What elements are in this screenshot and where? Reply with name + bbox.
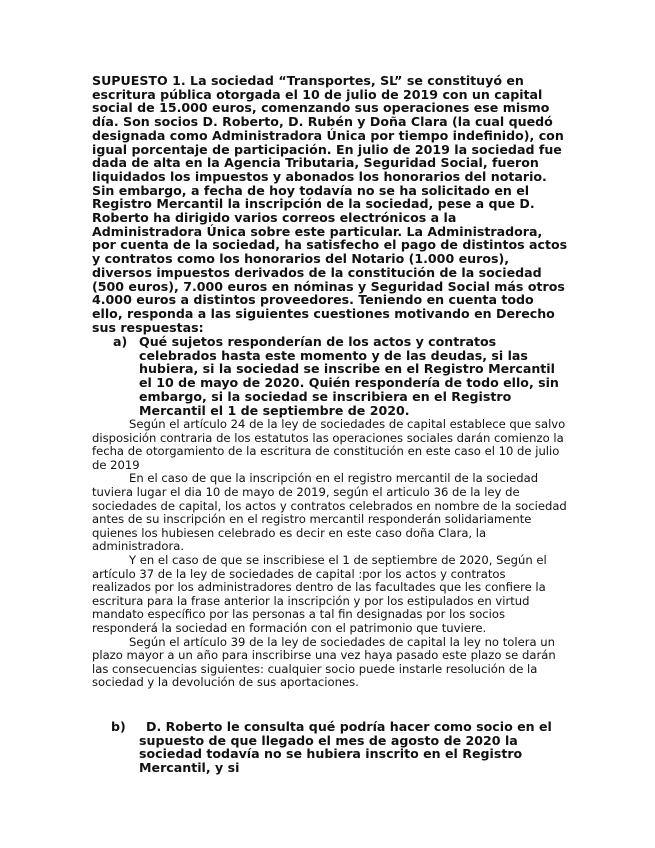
case-statement: SUPUESTO 1. La sociedad “Transportes, SL” se constituyó en escritura pública otorgada el 10 de julio de 2019 con un capital social de 15.000 euros, comenzando sus operaciones ese mismo día. Son socios D. Roberto, D. Rubén y Doña Clara (la cual quedó designada como Administradora Única por tiempo indefinido), con igual porcentaje de participación. En julio de 2019 la sociedad fue dada de alta en la Agencia Tributaria, Seguridad Social, fueron liquidados los impuestos y abonados los honorarios del notario. Sin embargo, a fecha de hoy todavía no se ha solicitado en el Registro Mercantil la inscripción de la sociedad, pese a que D. Roberto ha dirigido varios correos electrónicos a la Administradora Única sobre este particular. La Administradora, por cuenta de la sociedad, ha satisfecho el pago de distintos actos y contratos como los honorarios del Notario (1.000 euros), diversos impuestos derivados de la constitución de la sociedad (500 euros), 7.000 euros en nóminas y Seguridad Social más otros 4.000 euros a distintos proveedores. Teniendo en cuenta todo ello, responda a las siguientes cuestiones motivando en Derecho sus respuestas: (92, 73, 568, 335)
question-b-text: D. Roberto le consulta qué podría hacer como socio en el supuesto de que llegado el mes de agosto de 2020 la sociedad todavía no se hubiera inscrito en el Registro Mercantil, y si (139, 719, 552, 776)
question-b-marker: b) (111, 719, 126, 734)
question-a-text: Qué sujetos responderían de los actos y contratos celebrados hasta este momento y de las deudas, si las hubiera, si la sociedad se inscribe en el Registro Mercantil el 10 de mayo de 2020. Quién respondería de todo ello, sin embargo, si la sociedad se inscribiera en el Registro Mercantil el 1 de septiembre de 2020. (139, 334, 559, 418)
question-a-marker: a) (113, 334, 128, 349)
answer-a-paragraph-4: Según el artículo 39 de la ley de sociedades de capital la ley no tolera un plazo mayor a un año para inscribirse una vez haya pasado este plazo se darán las consecuencias siguientes: cualquier socio puede instarle resolución de la sociedad y la devolución de sus aportaciones. (92, 634, 556, 690)
answer-a (92, 418, 568, 690)
answer-a-paragraph-2: En el caso de que la inscripción en el registro mercantil de la sociedad tuviera lugar el dia 10 de mayo de 2019, según el articulo 36 de la ley de sociedades de capital, los actos y contratos celebrados en nombre de la sociedad antes de su inscripción en el registro mercantil responderán solidariamente quienes los hubiesen celebrado es decir en este caso doña Clara, la administradora. (92, 471, 567, 554)
answer-a-paragraph-3: Y en el caso de que se inscribiese el 1 de septiembre de 2020, Según el artículo 37 de la ley de sociedades de capital :por los actos y contratos realizados por los administradores dentro de las facultades que les confiere la escritura para la frase anterior la inscripción y por los estipulados en virtud mandato específico por las personas a tal fin designadas por los socios responderá la sociedad en formación con el patrimonio que tuviere. (92, 552, 547, 635)
answer-a-paragraph-1: Según el artículo 24 de la ley de sociedades de capital establece que salvo disposición contraria de los estatutos las operaciones sociales darán comienzo la fecha de otorgamiento de la escritura de constitución en este caso el 10 de julio de 2019 (92, 417, 566, 472)
